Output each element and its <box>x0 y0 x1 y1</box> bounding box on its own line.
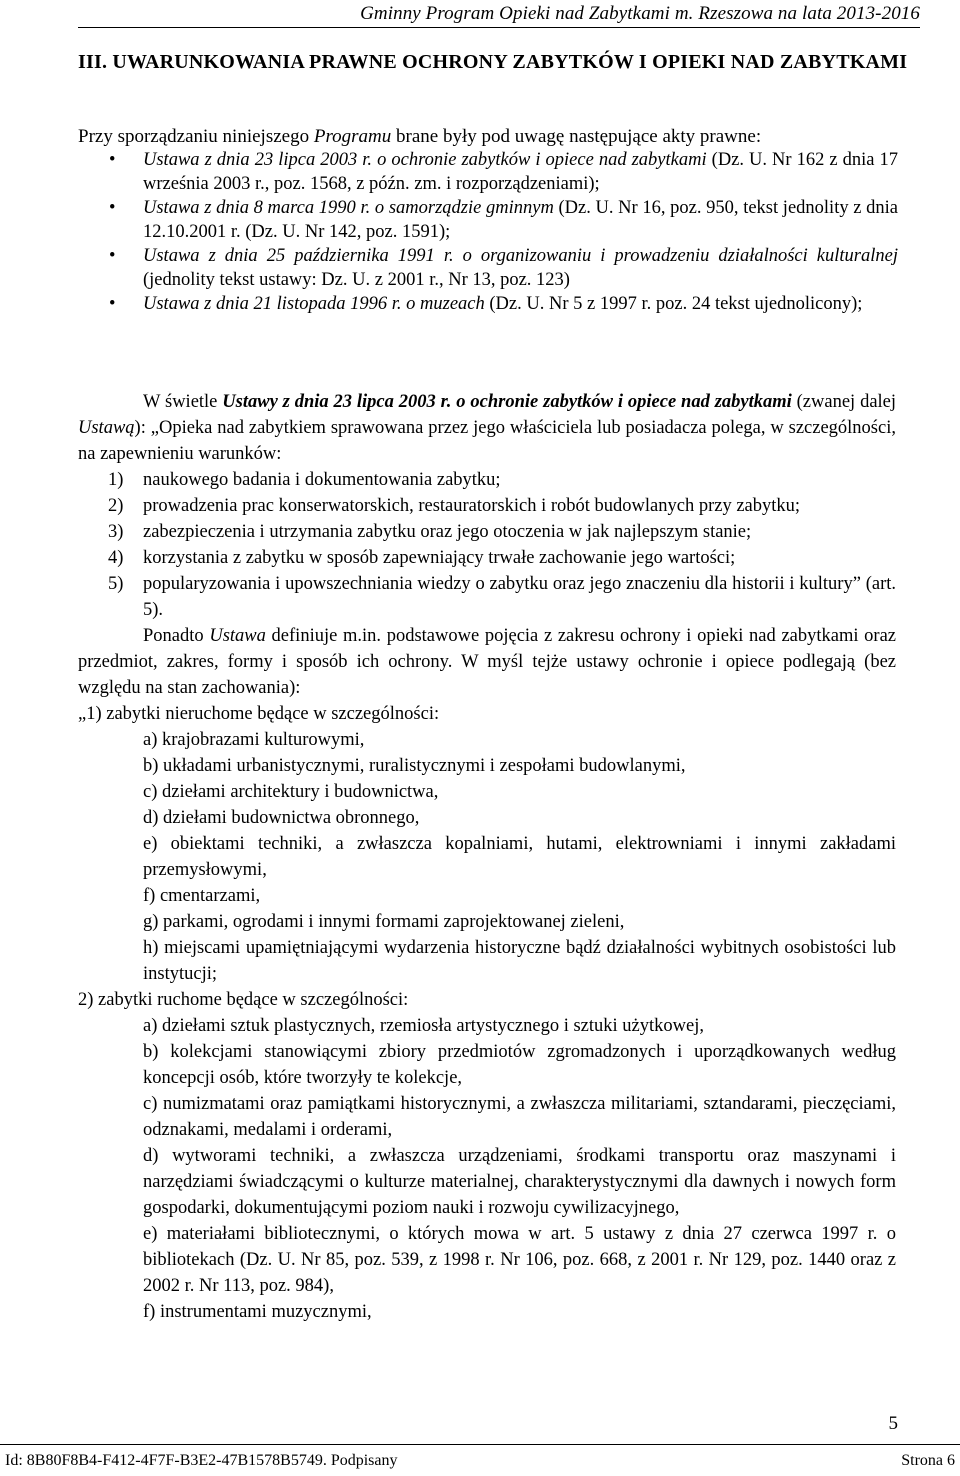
movable-item: e) materiałami bibliotecznymi, o których mowa w art. 5 ustawy z dnia 27 czerwca 1997 r. o bibliotekach (Dz. U. Nr 85, poz. 539, z 1998 r. Nr 106, poz. 668, z 2001 r. Nr 129, poz. 1440 oraz z 2002 r. Nr 113, poz. 984), <box>143 1224 896 1296</box>
paragraph-text: (zwanej dalej <box>791 392 897 412</box>
duty-item <box>78 519 896 545</box>
movable-heading: 2) zabytki ruchome będące w szczególności: <box>78 990 409 1010</box>
document-body <box>78 389 896 1325</box>
act-title: Ustawa z dnia 8 marca 1990 r. o samorządzie gminnym <box>143 198 554 218</box>
duty-item <box>78 493 896 519</box>
law-name: Ustawy z dnia 23 lipca 2003 r. o ochronie zabytków i opiece nad zabytkami <box>222 392 792 412</box>
movable-item: c) numizmatami oraz pamiątkami historycznymi, a zwłaszcza militariami, sztandarami, pieczęciami, odznakami, medalami i orderami, <box>143 1094 896 1140</box>
paragraph-lead: Ponadto <box>143 626 210 646</box>
paragraph-text: ): „Opieka nad zabytkiem sprawowana przez jego właściciela lub posiadacza polega, w szczególności, na zapewnieniu warunków: <box>78 418 896 464</box>
duty-text: naukowego badania i dokumentowania zabytku; <box>143 470 501 490</box>
intro-text-after: brane były pod uwagę następujące akty prawne: <box>391 126 762 147</box>
movable-item: a) dziełami sztuk plastycznych, rzemiosła artystycznego i sztuki użytkowej, <box>143 1016 704 1036</box>
duty-text: zabezpieczenia i utrzymania zabytku oraz jego otoczenia w jak najlepszym stanie; <box>143 522 752 542</box>
immovable-item: g) parkami, ogrodami i innymi formami zaprojektowanej zieleni, <box>143 912 625 932</box>
intro-program: Programu <box>313 126 392 147</box>
paragraph-text: definiuje m.in. podstawowe pojęcia z zakresu ochrony i opieki nad zabytkami oraz przedmiot, zakres, formy i sposób ich ochrony. W myśl tejże ustawy ochronie i opiece podlegają (bez względu na stan zachowania): <box>78 626 897 698</box>
immovable-item: e) obiektami techniki, a zwłaszcza kopalniami, hutami, elektrowniami i innymi zakładami przemysłowymi, <box>143 834 896 880</box>
footer-rule <box>0 1444 960 1445</box>
intro-line <box>78 125 761 149</box>
duty-text: prowadzenia prac konserwatorskich, restauratorskich i robót budowlanych przy zabytku; <box>143 496 801 516</box>
duty-item <box>78 545 896 571</box>
immovable-item: d) dziełami budownictwa obronnego, <box>143 808 420 828</box>
duty-number: 2) <box>108 496 124 516</box>
bullet-icon: • <box>109 294 116 314</box>
legal-acts-list <box>78 148 898 316</box>
section-title: III. UWARUNKOWANIA PRAWNE OCHRONY ZABYTKÓW I OPIEKI NAD ZABYTKAMI <box>78 51 908 73</box>
document-id: Id: 8B80F8B4-F412-4F7F-B3E2-47B1578B5749. Podpisany <box>5 1452 398 1469</box>
bullet-icon: • <box>109 246 116 266</box>
immovable-item: b) układami urbanistycznymi, ruralistycznymi i zespołami budowlanymi, <box>143 756 686 776</box>
running-header: Gminny Program Opieki nad Zabytkami m. Rzeszowa na lata 2013-2016 <box>360 3 920 24</box>
duty-text: korzystania z zabytku w sposób zapewniający trwałe zachowanie jego wartości; <box>143 548 736 568</box>
law-short-name: Ustawą <box>78 418 135 438</box>
paragraph-care-definition <box>78 389 896 467</box>
duty-item <box>78 467 896 493</box>
act-title: Ustawa z dnia 23 lipca 2003 r. o ochronie zabytków i opiece nad zabytkami <box>143 150 707 170</box>
duty-item <box>78 571 896 623</box>
act-title: Ustawa z dnia 21 listopada 1996 r. o muzeach <box>143 294 485 314</box>
immovable-item: c) dziełami architektury i budownictwa, <box>143 782 439 802</box>
immovable-item: a) krajobrazami kulturowymi, <box>143 730 365 750</box>
footer-page-label: Strona 6 <box>901 1452 955 1469</box>
bullet-icon: • <box>109 198 116 218</box>
duty-number: 4) <box>108 548 124 568</box>
act-reference: (jednolity tekst ustawy: Dz. U. z 2001 r., Nr 13, poz. 123) <box>143 270 570 290</box>
duty-number: 5) <box>108 574 124 594</box>
act-title: Ustawa z dnia 25 października 1991 r. o organizowaniu i prowadzeniu działalności kulturalnej <box>143 246 898 266</box>
paragraph-lead: W świetle <box>143 392 223 412</box>
legal-act-item <box>78 244 898 292</box>
duty-text: popularyzowania i upowszechniania wiedzy o zabytku oraz jego znaczeniu dla historii i kultury” (art. 5). <box>143 574 896 620</box>
legal-act-item <box>78 196 898 244</box>
movable-item: b) kolekcjami stanowiącymi zbiory przedmiotów zgromadzonych i uporządkowanych według koncepcji osób, które tworzyły te kolekcje, <box>143 1042 896 1088</box>
act-reference: (Dz. U. Nr 162 z dnia 17 września 2003 r., poz. 1568, z późn. zm. i rozporządzeniami); <box>143 150 898 194</box>
immovable-item: f) cmentarzami, <box>143 886 261 906</box>
duty-number: 3) <box>108 522 124 542</box>
act-reference: (Dz. U. Nr 16, poz. 950, tekst jednolity z dnia 12.10.2001 r. (Dz. U. Nr 142, poz. 1591); <box>143 198 898 242</box>
intro-text-before: Przy sporządzaniu niniejszego <box>78 126 314 147</box>
header-rule <box>78 27 920 28</box>
law-short-name: Ustawa <box>209 626 266 646</box>
duty-number: 1) <box>108 470 124 490</box>
movable-item: d) wytworami techniki, a zwłaszcza urządzeniami, środkami transportu oraz maszynami i narzędziami świadczącymi o kulturze materialnej, charakterystycznymi dla dawnych i nowych form gospodarki, dokumentującymi poziom nauki i rozwoju cywilizacyjnego, <box>143 1146 896 1218</box>
immovable-heading: „1) zabytki nieruchome będące w szczególności: <box>78 704 440 724</box>
legal-act-item <box>78 292 898 316</box>
bullet-icon: • <box>109 150 116 170</box>
paragraph-definitions <box>78 623 896 701</box>
legal-act-item <box>78 148 898 196</box>
act-reference: (Dz. U. Nr 5 z 1997 r. poz. 24 tekst ujednolicony); <box>484 294 863 314</box>
page-number: 5 <box>888 1413 898 1434</box>
movable-item: f) instrumentami muzycznymi, <box>143 1302 372 1322</box>
immovable-item: h) miejscami upamiętniającymi wydarzenia historyczne bądź działalności wybitnych osobistości lub instytucji; <box>143 938 896 984</box>
